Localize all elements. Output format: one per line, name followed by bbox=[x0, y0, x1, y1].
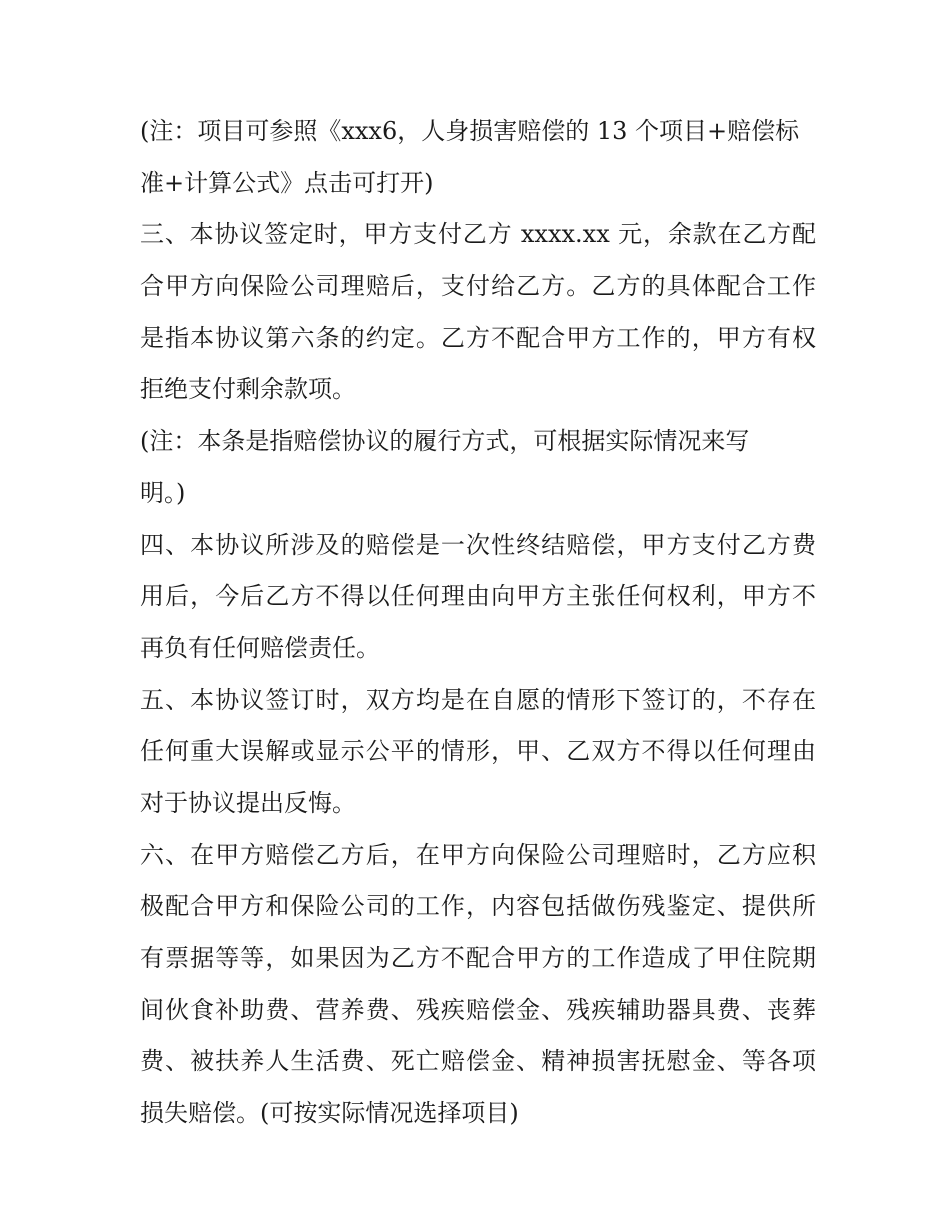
clause-3-line-1: 三、本协议签定时，甲方支付乙方 xxxx.xx 元，余款在乙方配 bbox=[140, 220, 816, 249]
clause-3-line-3: 是指本协议第六条的约定。乙方不配合甲方工作的，甲方有权 bbox=[140, 323, 816, 352]
note-clause-3-line-2: 明。) bbox=[140, 478, 186, 507]
clause-6-line-6: 损失赔偿。(可按实际情况选择项目) bbox=[140, 1099, 519, 1128]
clause-6-line-3: 有票据等等，如果因为乙方不配合甲方的工作造成了甲住院期 bbox=[140, 944, 816, 972]
clause-3-line-4: 拒绝支付剩余款项。 bbox=[140, 375, 356, 404]
note-clause-3-line-1: (注：本条是指赔偿协议的履行方式，可根据实际情况来写 bbox=[140, 427, 750, 456]
document-body bbox=[140, 106, 816, 1140]
clause-4-line-1: 四、本协议所涉及的赔偿是一次性终结赔偿，甲方支付乙方费 bbox=[140, 530, 816, 559]
note-items-line-1: (注：项目可参照《xxx6，人身损害赔偿的 13 个项目+赔偿标 bbox=[140, 117, 800, 145]
clause-3-line-2: 合甲方向保险公司理赔后，支付给乙方。乙方的具体配合工作 bbox=[140, 272, 816, 301]
clause-6-line-5: 费、被扶养人生活费、死亡赔偿金、精神损害抚慰金、等各项 bbox=[140, 1047, 816, 1076]
clause-5-line-1: 五、本协议签订时，双方均是在自愿的情形下签订的，不存在 bbox=[140, 685, 816, 714]
clause-4-line-3: 再负有任何赔偿责任。 bbox=[140, 633, 380, 662]
clause-5-line-2: 任何重大误解或显示公平的情形，甲、乙双方不得以任何理由 bbox=[140, 737, 816, 766]
clause-4-line-2: 用后，今后乙方不得以任何理由向甲方主张任何权利，甲方不 bbox=[140, 582, 816, 611]
clause-6-line-4: 间伙食补助费、营养费、残疾赔偿金、残疾辅助器具费、丧葬 bbox=[140, 995, 816, 1024]
note-items-line-2: 准+计算公式》点击可打开) bbox=[140, 168, 434, 197]
clause-6-line-1: 六、在甲方赔偿乙方后，在甲方向保险公司理赔时，乙方应积 bbox=[140, 840, 816, 869]
clause-5-line-3: 对于协议提出反悔。 bbox=[140, 788, 356, 817]
clause-6-line-2: 极配合甲方和保险公司的工作，内容包括做伤残鉴定、提供所 bbox=[140, 892, 816, 921]
